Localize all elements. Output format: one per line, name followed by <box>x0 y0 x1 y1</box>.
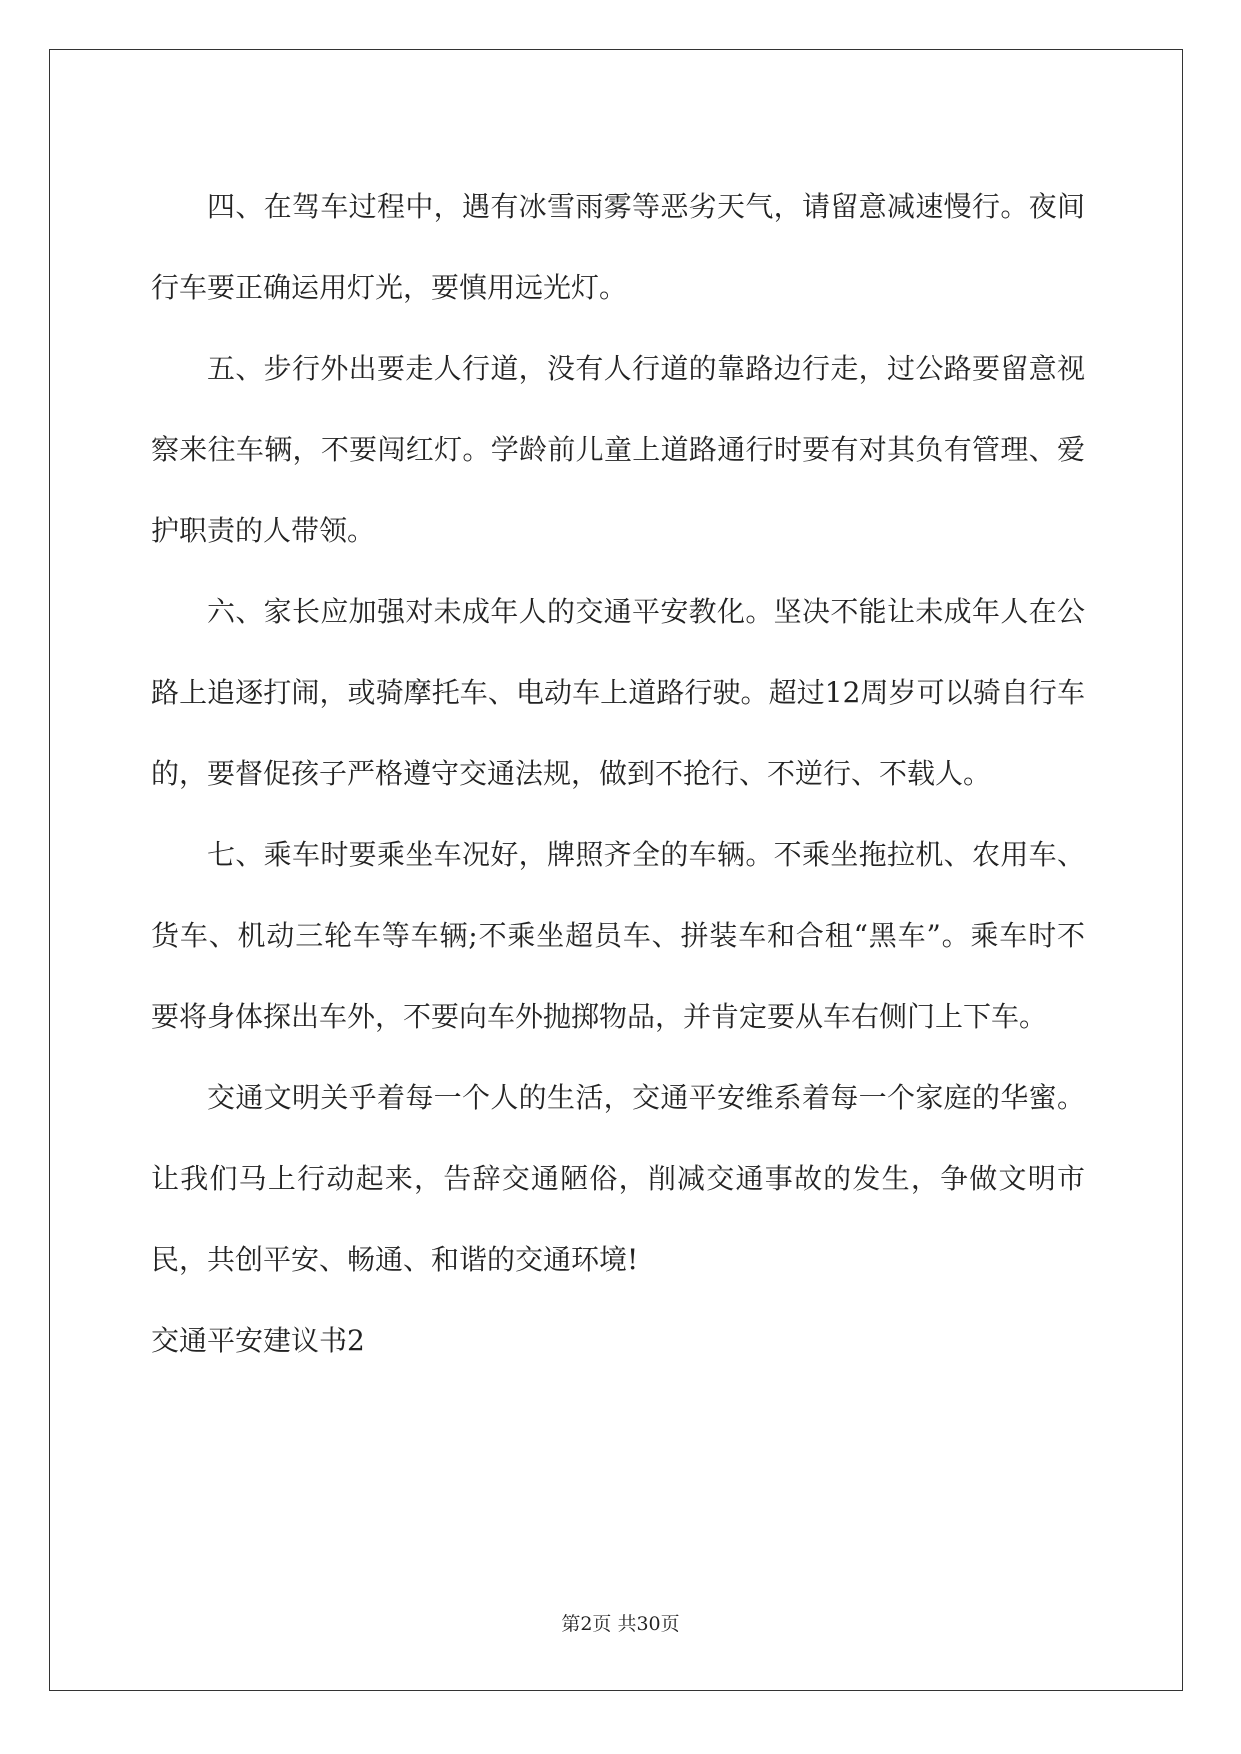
page-number-footer: 第2页 共30页 <box>561 1613 680 1635</box>
paragraph-5: 五、步行外出要走人行道，没有人行道的靠路边行走，过公路要留意视察来往车辆，不要闯红灯。学龄前儿童上道路通行时要有对其负有管理、爱护职责的人带领。 <box>151 352 1085 547</box>
paragraph-7: 七、乘车时要乘坐车况好，牌照齐全的车辆。不乘坐拖拉机、农用车、货车、机动三轮车等车辆;不乘坐超员车、拼装车和合租“黑车”。乘车时不要将身体探出车外，不要向车外抛掷物品，并肯定要从车右侧门上下车。 <box>151 838 1085 1033</box>
section-heading: 交通平安建议书2 <box>151 1324 365 1357</box>
document-body <box>151 166 1085 1381</box>
paragraph-4: 四、在驾车过程中，遇有冰雪雨雾等恶劣天气，请留意减速慢行。夜间行车要正确运用灯光，要慎用远光灯。 <box>151 190 1085 304</box>
paragraph-6: 六、家长应加强对未成年人的交通平安教化。坚决不能让未成年人在公路上追逐打闹，或骑摩托车、电动车上道路行驶。超过12周岁可以骑自行车的，要督促孩子严格遵守交通法规，做到不抢行、不逆行、不载人。 <box>151 595 1085 790</box>
paragraph-conclusion: 交通文明关乎着每一个人的生活，交通平安维系着每一个家庭的华蜜。让我们马上行动起来，告辞交通陋俗，削减交通事故的发生，争做文明市民，共创平安、畅通、和谐的交通环境! <box>151 1081 1085 1276</box>
